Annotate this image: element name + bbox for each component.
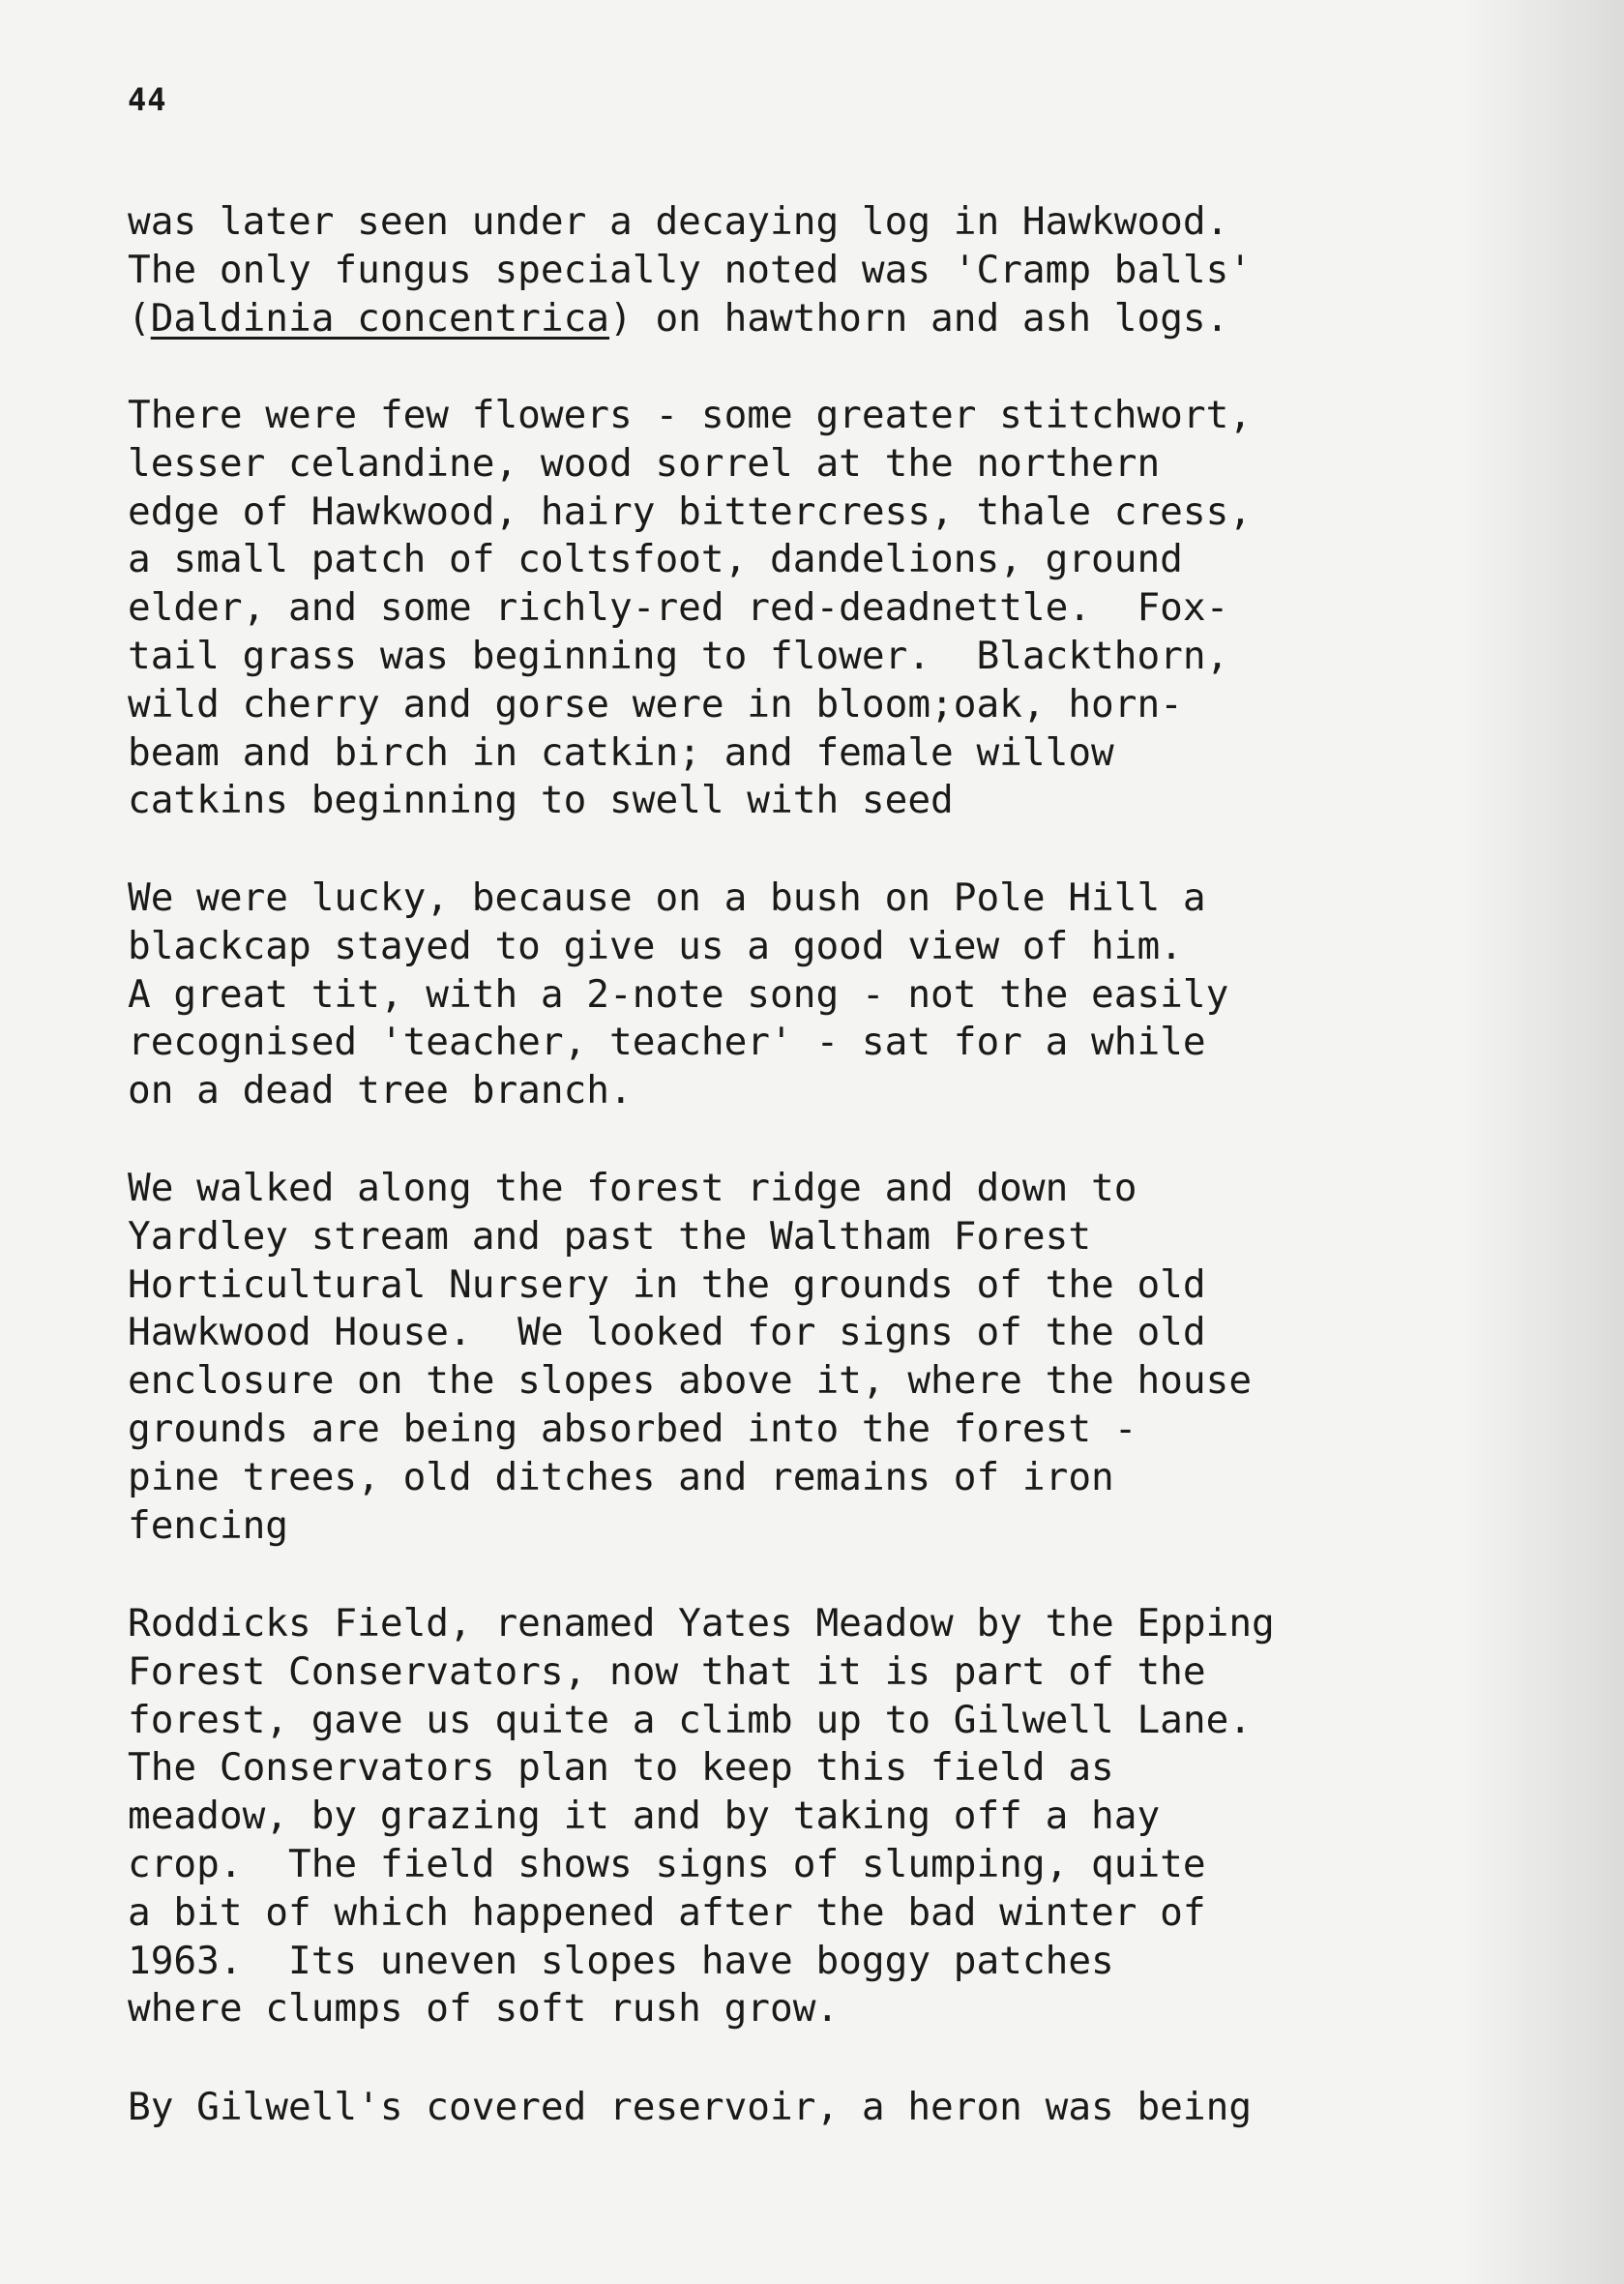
text-fragment: ) on hawthorn and ash logs. xyxy=(609,295,1229,341)
paragraph-walk xyxy=(128,1165,1252,1550)
text-line: By Gilwell's covered reservoir, a heron was being xyxy=(128,2085,1253,2129)
text-line: pine trees, old ditches and remains of iron xyxy=(128,1454,1114,1499)
text-line: lesser celandine, wood sorrel at the northern xyxy=(128,440,1161,486)
text-line: Forest Conservators, now that it is part of the xyxy=(128,1648,1206,1694)
page-edge-shadow xyxy=(1460,0,1624,2284)
text-line: Hawkwood House. We looked for signs of the old xyxy=(128,1310,1206,1355)
paragraph-fungus xyxy=(128,198,1252,342)
text-line: wild cherry and gorse were in bloom;oak, horn- xyxy=(128,681,1183,727)
text-line: recognised 'teacher, teacher' - sat for a while xyxy=(128,1020,1206,1065)
text-line: catkins beginning to swell with seed xyxy=(128,778,954,823)
text-fragment: ( xyxy=(128,295,151,341)
text-line: A great tit, with a 2-note song - not the easily xyxy=(128,971,1229,1017)
text-line: We walked along the forest ridge and down to xyxy=(128,1166,1137,1210)
text-line: on a dead tree branch. xyxy=(128,1068,633,1113)
text-line: tail grass was beginning to flower. Blackthorn, xyxy=(128,633,1229,678)
text-line: meadow, by grazing it and by taking off a hay xyxy=(128,1794,1161,1839)
page-number: 44 xyxy=(128,81,167,118)
text-line xyxy=(128,295,1252,343)
text-line: forest, gave us quite a climb up to Gilwell Lane. xyxy=(128,1697,1253,1742)
text-line: beam and birch in catkin; and female willow xyxy=(128,729,1114,775)
text-line: Yardley stream and past the Waltham Forest xyxy=(128,1213,1092,1259)
text-line: where clumps of soft rush grow. xyxy=(128,1986,840,2032)
text-line: Horticultural Nursery in the grounds of the old xyxy=(128,1261,1206,1307)
text-line: The Conservators plan to keep this field as xyxy=(128,1745,1114,1791)
text-line: elder, and some richly-red red-deadnettle. Fox- xyxy=(128,585,1229,631)
text-line: There were few flowers - some greater stitchwort, xyxy=(128,393,1253,437)
species-name-underlined: Daldinia concentrica xyxy=(150,295,610,341)
text-line: grounds are being absorbed into the forest - xyxy=(128,1406,1137,1451)
text-line: enclosure on the slopes above it, where the house xyxy=(128,1358,1253,1404)
paragraph-reservoir xyxy=(128,2084,1252,2132)
text-line: Roddicks Field, renamed Yates Meadow by the Epping xyxy=(128,1601,1275,1646)
text-line: crop. The field shows signs of slumping, quite xyxy=(128,1841,1206,1886)
text-line: a bit of which happened after the bad winter of xyxy=(128,1889,1206,1935)
text-line: 1963. Its uneven slopes have boggy patches xyxy=(128,1938,1114,1983)
paragraph-roddicks-field xyxy=(128,1600,1275,2033)
text-line: a small patch of coltsfoot, dandelions, ground xyxy=(128,537,1183,582)
text-line: We were lucky, because on a bush on Pole Hill a xyxy=(128,875,1206,920)
paragraph-flowers xyxy=(128,392,1252,825)
text-line: was later seen under a decaying log in Hawkwood. xyxy=(128,199,1229,244)
text-line: fencing xyxy=(128,1502,289,1548)
text-line: blackcap stayed to give us a good view of him. xyxy=(128,923,1183,968)
text-line: edge of Hawkwood, hairy bittercress, thale cress, xyxy=(128,489,1253,534)
paragraph-birds xyxy=(128,875,1228,1115)
text-line: The only fungus specially noted was 'Cramp balls' xyxy=(128,247,1253,292)
